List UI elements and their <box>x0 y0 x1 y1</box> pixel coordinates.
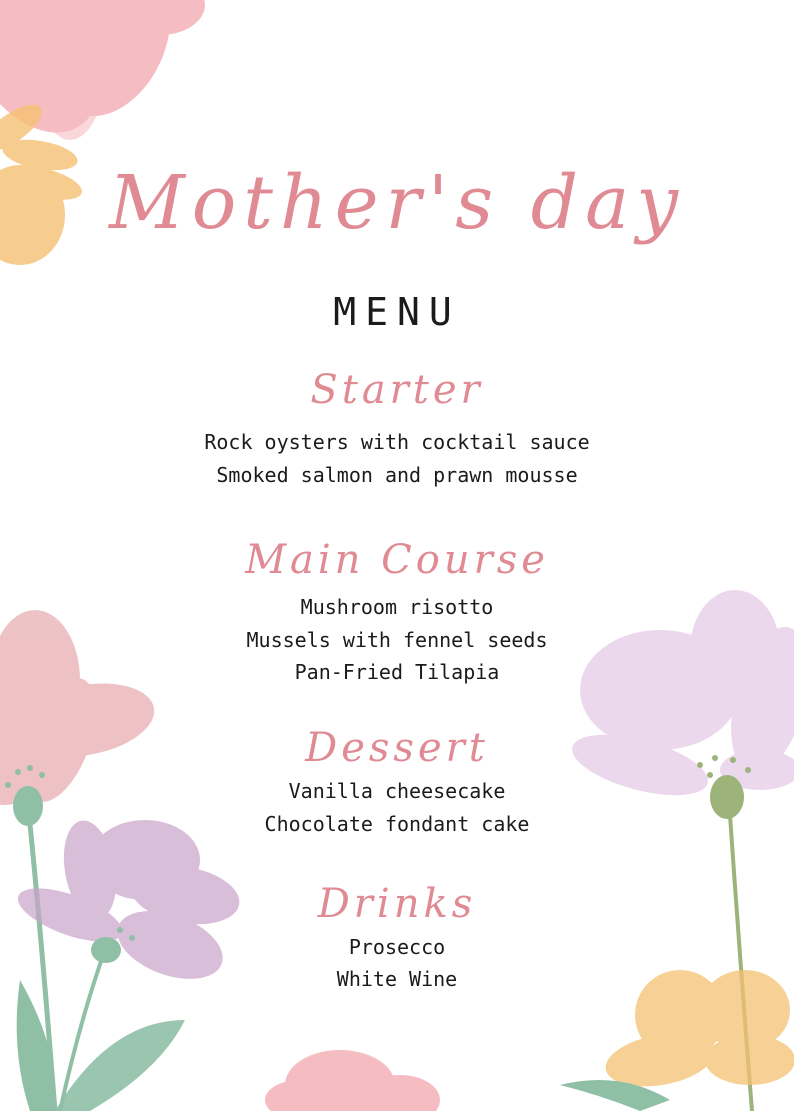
flower-icon <box>265 1050 440 1111</box>
menu-item: Pan-Fried Tilapia <box>294 660 500 684</box>
section-heading-drinks: Drinks <box>317 881 477 927</box>
menu-item: Prosecco <box>348 935 446 959</box>
flower-icon <box>566 590 794 807</box>
menu-item: Vanilla cheesecake <box>288 779 506 803</box>
section-heading-starter: Starter <box>310 367 484 413</box>
menu-item: Mussels with fennel seeds <box>246 628 548 652</box>
menu-item: Chocolate fondant cake <box>264 812 530 836</box>
menu-item: Mushroom risotto <box>300 595 494 619</box>
menu-item: White Wine <box>336 967 458 991</box>
flower-icon <box>0 0 205 157</box>
leaf-icon <box>17 980 185 1111</box>
menu-item: Rock oysters with cocktail sauce <box>204 430 590 454</box>
menu-subtitle: MENU <box>333 290 461 334</box>
section-heading-main-course: Main Course <box>245 537 549 583</box>
menu-item: Smoked salmon and prawn mousse <box>216 463 578 487</box>
menu-title: Mother's day <box>108 160 686 246</box>
section-heading-dessert: Dessert <box>305 725 489 771</box>
